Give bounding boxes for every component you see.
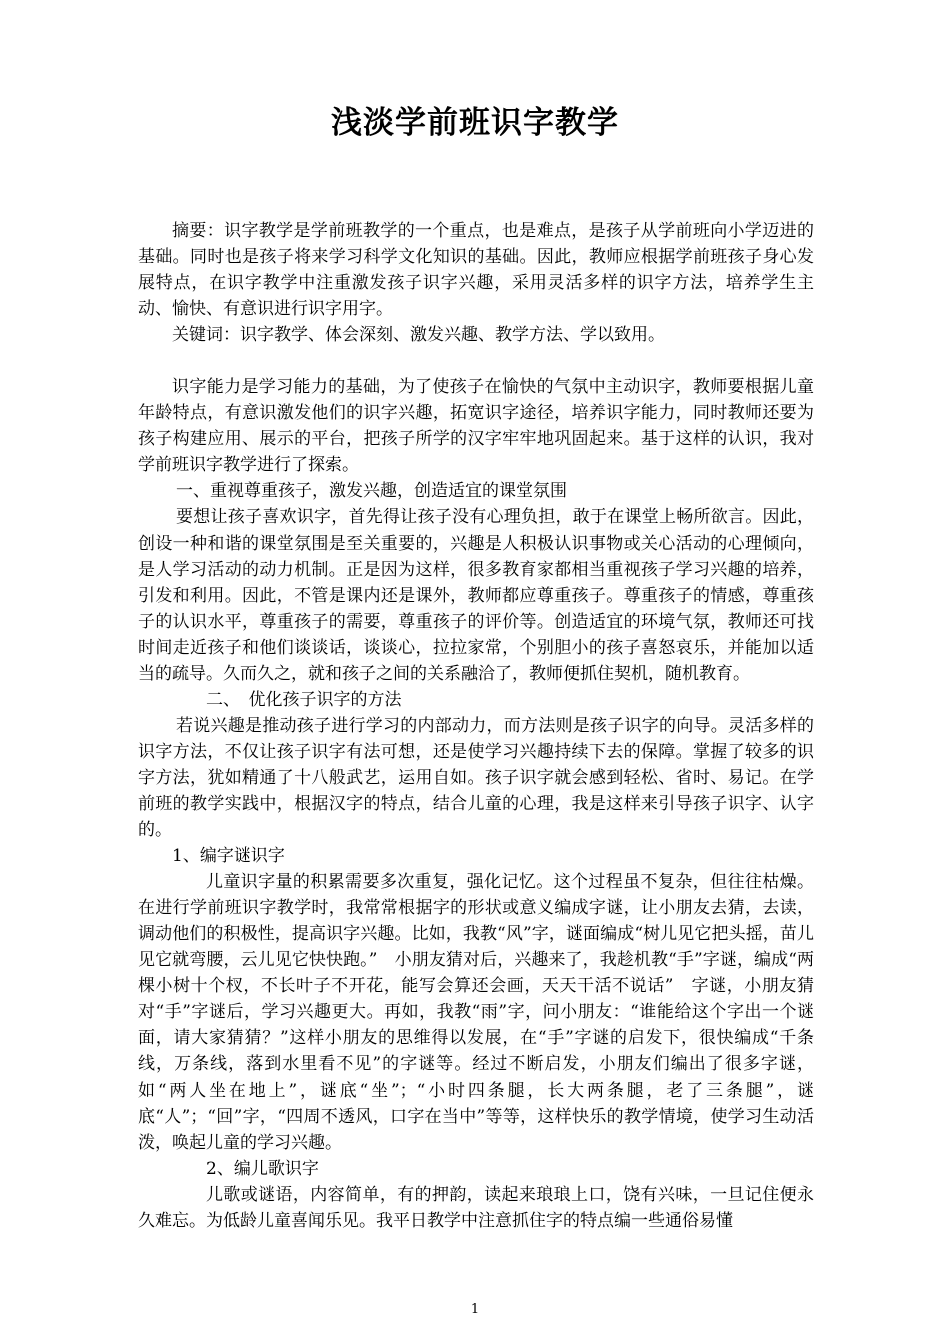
section2-heading: 二、 优化孩子识字的方法 bbox=[206, 689, 402, 710]
subsection1-paragraph: 儿童识字量的积累需要多次重复，强化记忆。这个过程虽不复杂，但往往枯燥。在进行学前班识字教学时，我常常根据字的形状或意义编成字谜，让小朋友去猜，去读，调动他们的积极性，提高识字兴趣。比如，我教“风”字，谜面编成“树儿见它把头摇，苗儿见它就弯腰，云儿见它快快跑。” 小朋友猜对后，兴趣来了，我趁机教“手”字谜，编成“两棵小树十个杈，不长叶子不开花，能写会算还会画，天天干活不说话” 字谜，小朋友猜对“手”字谜后，学习兴趣更大。再如，我教“雨”字，问小朋友：“谁能给这个字出一个谜面，请大家猜猜？”这样小朋友的思维得以发展，在“手”字谜的启发下，很快编成“千条线，万条线，落到水里看不见”的字谜等。经过不断启发，小朋友们编出了很多字谜，如“两人坐在地上”，谜底“坐”；“小时四条腿，长大两条腿，老了三条腿”，谜底“人”；“回”字，“四周不透风，口字在当中”等等，这样快乐的教学情境，使学习生动活泼，唤起儿童的学习兴趣。 bbox=[138, 872, 814, 1153]
abstract-paragraph: 摘要：识字教学是学前班教学的一个重点，也是难点，是孩子从学前班向小学迈进的基础。同时也是孩子将来学习科学文化知识的基础。因此，教师应根据学前班孩子身心发展特点，在识字教学中注重激发孩子识字兴趣，采用灵活多样的识字方法，培养学生主动、愉快、有意识进行识字用字。 bbox=[138, 221, 814, 320]
blank-line bbox=[138, 348, 814, 374]
section2-paragraph: 若说兴趣是推动孩子进行学习的内部动力，而方法则是孩子识字的向导。灵活多样的识字方法，不仅让孩子识字有法可想，还是使学习兴趣持续下去的保障。掌握了较多的识字方法，犹如精通了十八般武艺，运用自如。孩子识字就会感到轻松、省时、易记。在学前班的教学实践中，根据汉字的特点，结合儿童的心理，我是这样来引导孩子识字、认字的。 bbox=[138, 715, 814, 841]
document-title: 浅淡学前班识字教学 bbox=[331, 105, 619, 141]
section1-heading: 一、重视尊重孩子，激发兴趣，创造适宜的课堂氛围 bbox=[176, 481, 567, 502]
keywords-paragraph: 关键词：识字教学、体会深刻、激发兴趣、教学方法、学以致用。 bbox=[172, 325, 665, 346]
page-number: 1 bbox=[470, 1302, 480, 1317]
subsection2-heading: 2、编儿歌识字 bbox=[206, 1158, 319, 1179]
document-body bbox=[138, 218, 814, 1234]
subsection1-heading: 1、编字谜识字 bbox=[172, 846, 285, 867]
subsection2-paragraph: 儿歌或谜语，内容简单，有的押韵，读起来琅琅上口，饶有兴味，一旦记住便永久难忘。为低龄儿童喜闻乐见。我平日教学中注意抓住字的特点编一些通俗易懂 bbox=[138, 1184, 814, 1231]
section1-paragraph: 要想让孩子喜欢识字，首先得让孩子没有心理负担，敢于在课堂上畅所欲言。因此，创设一种和谐的课堂氛围是至关重要的，兴趣是人积极认识事物或关心活动的心理倾向，是人学习活动的动力机制。正是因为这样，很多教育家都相当重视孩子学习兴趣的培养，引发和利用。因此，不管是课内还是课外，教师都应尊重孩子。尊重孩子的情感，尊重孩子的认识水平，尊重孩子的需要，尊重孩子的评价等。创造适宜的环境气氛，教师还可找时间走近孩子和他们谈谈话，谈谈心，拉拉家常，个别胆小的孩子喜怒哀乐，并能加以适当的疏导。久而久之，就和孩子之间的关系融洽了，教师便抓住契机，随机教育。 bbox=[138, 507, 814, 684]
intro-paragraph: 识字能力是学习能力的基础，为了使孩子在愉快的气氛中主动识字，教师要根据儿童年龄特点，有意识激发他们的识字兴趣，拓宽识字途径，培养识字能力，同时教师还要为孩子构建应用、展示的平台，把孩子所学的汉字牢牢地巩固起来。基于这样的认识，我对学前班识字教学进行了探索。 bbox=[138, 377, 814, 476]
